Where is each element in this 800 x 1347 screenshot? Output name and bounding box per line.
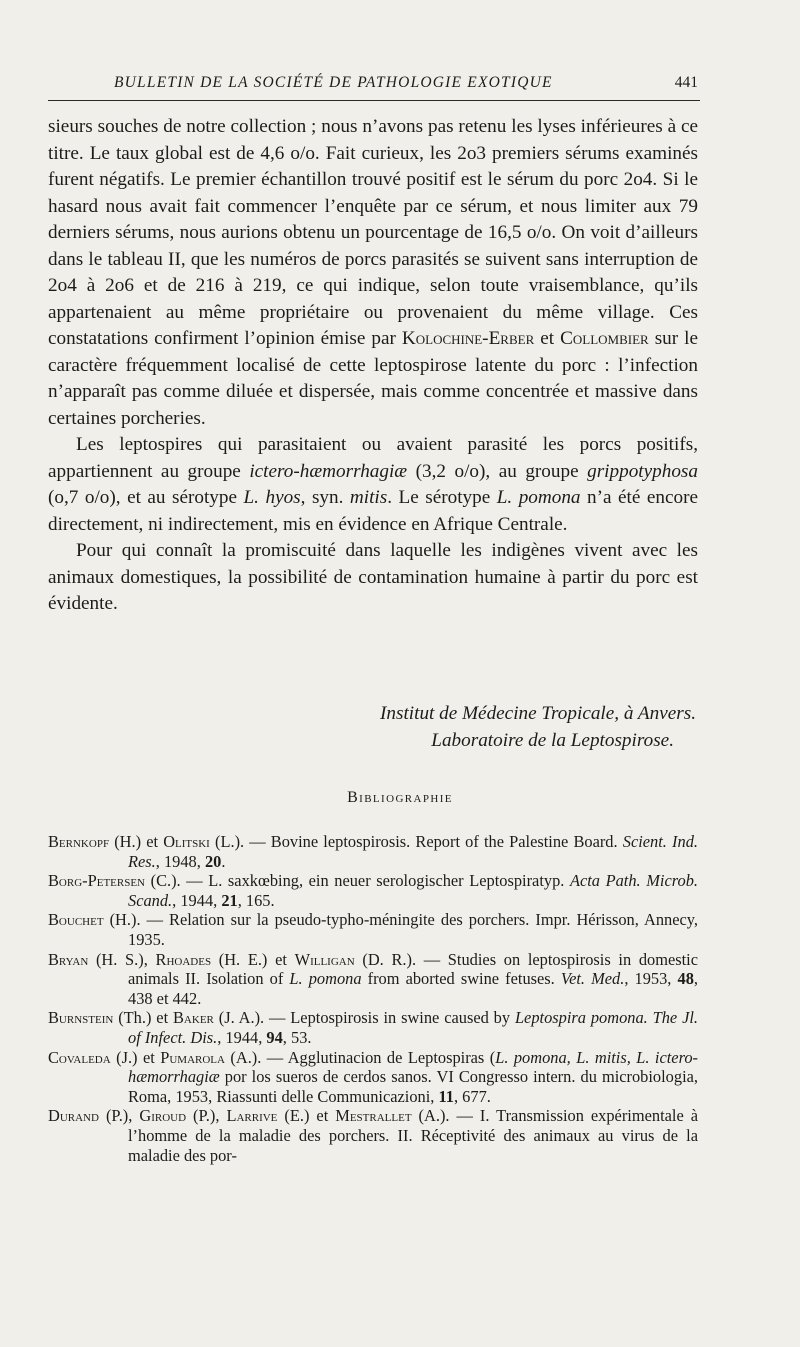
paragraph-run: L. hyos [243, 487, 301, 508]
journal-title: BULLETIN DE LA SOCIÉTÉ DE PATHOLOGIE EXOTIQUE [114, 74, 553, 91]
paragraph-run: , syn. [300, 487, 350, 508]
reference-run: (H. S.), [88, 949, 156, 969]
paragraph-run: Les leptospires qui parasitaient ou avaient parasité les porcs positifs, appartiennent au groupe [48, 434, 698, 482]
reference-run: 94 [266, 1027, 283, 1047]
reference-run: (A.). — Agglutinacion de Leptospiras ( [224, 1047, 496, 1067]
reference-run: (E.) et [277, 1106, 336, 1126]
reference-run: Olitski [163, 832, 210, 851]
reference-run: Pumarola [160, 1047, 225, 1067]
reference-run: Bernkopf [48, 832, 110, 851]
reference-entry [48, 871, 698, 910]
reference-run: Vet. Med. [560, 969, 625, 989]
paragraph-1 [48, 114, 698, 432]
reference-entry [48, 1106, 698, 1165]
paragraph-run: grippotyphosa [587, 460, 698, 482]
reference-entry [48, 910, 698, 949]
paragraph-run: L. pomona [496, 487, 581, 508]
reference-run: Rhoades [155, 949, 212, 969]
reference-run: , 165. [237, 890, 275, 910]
paragraph-run: mitis [349, 487, 388, 508]
reference-run: (P.), [186, 1106, 227, 1126]
reference-run: , 1944, [172, 890, 222, 910]
paragraph-run: . Le sérotype [387, 487, 497, 508]
reference-run: Mestrallet [335, 1106, 412, 1126]
reference-run: , 438 et 442. [128, 969, 698, 1008]
paragraph-run: sieurs souches de notre collection ; nous n’avons pas retenu les lyses inférieures à ce titre. Le taux global est de 4,6 o/o. Fait curieux, les 2o3 premiers sérums examinés furent négatifs. Le premier échantillon trouvé positif est le sérum du porc 2o4. Si le hasard nous avait fait commencer l’enquête par ce sérum, et nous limiter aux 79 derniers sérums, nous aurions obtenu un pourcentage de 16,5 o/o. On voit d’ailleurs dans le tableau II, que les numéros de porcs parasités se suivent sans interruption de 2o4 à 2o6 et de 216 à 219, ce qui indique, selon toute vraisemblance, qu’ils appartenaient au même propriétaire ou provenaient du même village. Ces constatations confirment l’opinion émise par [48, 116, 698, 349]
reference-run: 21 [221, 890, 238, 910]
reference-entry [48, 832, 698, 871]
laboratory-line: Laboratoire de la Leptospirose. [431, 730, 674, 751]
paragraph-2 [48, 432, 698, 538]
reference-run: L. pomona, L. mitis, L. ictero-hæmorrhagiæ [128, 1047, 698, 1087]
affiliation-block [48, 700, 696, 754]
reference-run: , 1944, [217, 1027, 267, 1047]
reference-run: Giroud [139, 1106, 187, 1126]
reference-run: Burnstein [48, 1008, 114, 1028]
reference-run: , 677. [453, 1086, 491, 1106]
reference-run: Leptospira pomona. The Jl. of Infect. Dis. [128, 1008, 699, 1047]
reference-run: (H.). — Relation sur la pseudo-typho-méningite des porchers. Impr. Hérisson, Annecy, 1935. [103, 910, 698, 949]
reference-entry [48, 1008, 698, 1047]
reference-run: , 1948, [155, 851, 205, 871]
reference-run: (H.) et [109, 832, 164, 851]
reference-run: L. pomona [289, 969, 362, 989]
paragraph-run: Collombier [560, 328, 649, 349]
reference-run: Baker [173, 1008, 214, 1028]
paragraph-run: et [534, 328, 561, 349]
reference-run: (D. R.). — Studies on leptospirosis in domestic animals II. Isolation of [128, 949, 698, 989]
reference-list [48, 832, 698, 1165]
page-number: 441 [674, 74, 698, 91]
reference-run: from aborted swine fetuses. [361, 969, 561, 989]
reference-run: Scient. Ind. Res. [128, 832, 698, 871]
reference-run: por los sueros de cerdos sanos. VI Congresso intern. du microbiologia, Roma, 1953, Riassunti delle Communicazioni, [128, 1067, 698, 1106]
paragraph-run: (3,2 o/o), au groupe [407, 460, 588, 482]
reference-run: (P.), [98, 1106, 140, 1126]
institute-line: Institut de Médecine Tropicale, à Anvers. [380, 703, 696, 724]
paragraph-run: (o,7 o/o), et au sérotype [48, 487, 244, 508]
paragraph-run: sur le caractère fréquemment localisé de cette leptospirose latente du porc : l’infection n’apparaît pas comme diluée et dispersée, mais comme concentrée et massive dans certaines porcheries. [48, 328, 698, 429]
reference-run: Durand [48, 1106, 99, 1126]
reference-run: 48 [677, 969, 694, 989]
reference-run: Covaleda [48, 1047, 111, 1067]
reference-run: (H. E.) et [211, 949, 295, 969]
reference-run: , 1953, [624, 969, 678, 989]
reference-run: (J. A.). — Leptospirosis in swine caused by [213, 1008, 515, 1028]
reference-run: Bryan [48, 949, 89, 969]
reference-run: Borg-Petersen [48, 871, 146, 891]
reference-run: Larrive [226, 1106, 278, 1126]
paragraph-run: Kolochine-Erber [401, 328, 535, 349]
reference-run: (Th.) et [113, 1008, 173, 1028]
reference-run: Acta Path. Microb. Scand. [128, 871, 698, 910]
reference-entry [48, 1048, 698, 1107]
reference-entry [48, 950, 698, 1009]
paragraph-run: Pour qui connaît la promiscuité dans laquelle les indigènes vivent avec les animaux domestiques, la possibilité de contamination humaine à partir du porc est évidente. [48, 540, 698, 614]
reference-run: 11 [438, 1086, 454, 1106]
reference-run: (C.). — L. saxkœbing, ein neuer serologischer Leptospiratyp. [145, 871, 570, 891]
reference-run: 20 [204, 851, 222, 871]
paragraph-run: n’a été encore directement, ni indirectement, mis en évidence en Afrique Centrale. [48, 487, 698, 535]
body-text [48, 114, 698, 618]
bibliography-heading: Bibliographie [347, 789, 453, 806]
reference-run: Willigan [294, 949, 355, 969]
paragraph-run: ictero-hæmorrhagiæ [249, 460, 408, 482]
reference-run: (A.). — I. Transmission expérimentale à l’homme de la maladie des porchers. II. Réceptivité des animaux au virus de la maladie des por- [128, 1106, 698, 1165]
reference-run: (L.). — Bovine leptospirosis. Report of the Palestine Board. [209, 832, 623, 851]
reference-run: , 53. [282, 1027, 312, 1047]
paragraph-3 [48, 538, 698, 618]
header-rule [48, 100, 700, 101]
reference-run: Bouchet [48, 910, 104, 930]
reference-run: . [221, 851, 226, 871]
reference-run: (J.) et [110, 1047, 161, 1067]
